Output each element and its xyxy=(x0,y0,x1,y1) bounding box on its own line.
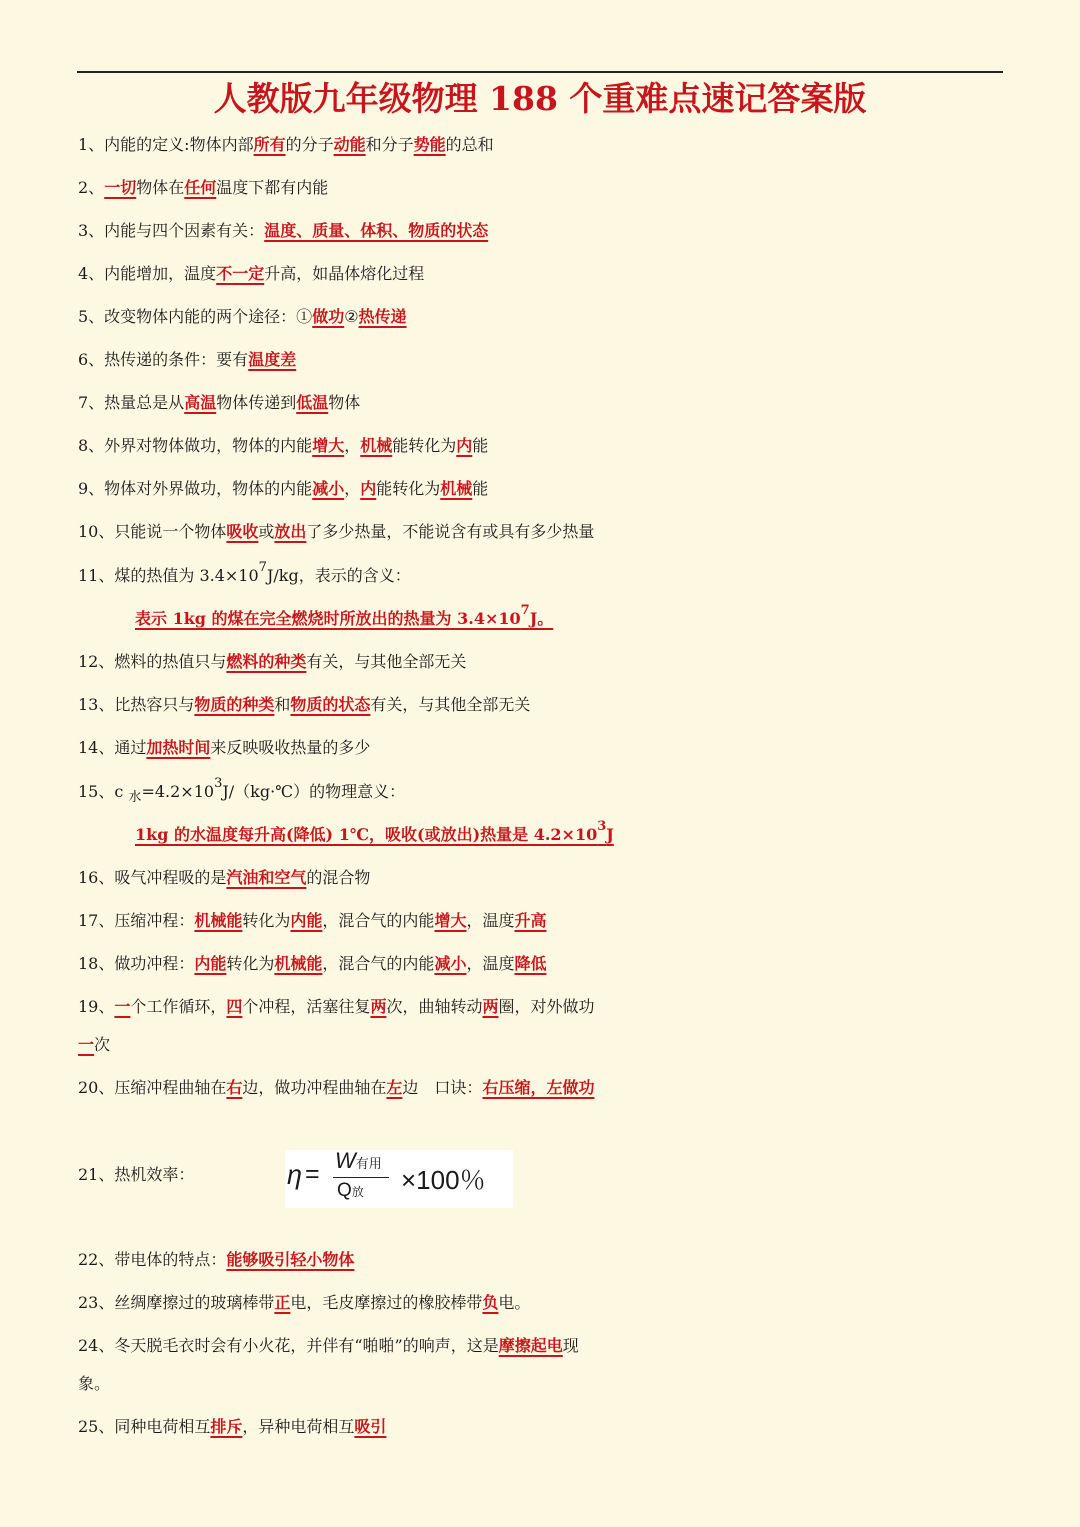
item-9: 9、物体对外界做功，物体的内能减小，内能转化为机械能 xyxy=(78,479,489,498)
fraction-bar xyxy=(333,1177,389,1178)
item-24-cont: 象。 xyxy=(78,1374,111,1393)
item-6: 6、热传递的条件：要有温度差 xyxy=(78,350,297,369)
item-5: 5、改变物体内能的两个途径：①做功②热传递 xyxy=(78,307,407,326)
item-12: 12、燃料的热值只与燃料的种类有关，与其他全部无关 xyxy=(78,652,467,671)
item-23: 23、丝绸摩擦过的玻璃棒带正电，毛皮摩擦过的橡胶棒带负电。 xyxy=(78,1293,531,1312)
eta-symbol: η xyxy=(287,1160,302,1190)
item-22: 22、带电体的特点：能够吸引轻小物体 xyxy=(78,1250,355,1269)
item-13: 13、比热容只与物质的种类和物质的状态有关，与其他全部无关 xyxy=(78,695,531,714)
efficiency-formula xyxy=(285,1150,513,1208)
item-3: 3、内能与四个因素有关：温度、质量、体积、物质的状态 xyxy=(78,221,489,240)
item-1: 1、内能的定义:物体内部所有的分子动能和分子势能的总和 xyxy=(78,135,494,154)
item-25: 25、同种电荷相互排斥，异种电荷相互吸引 xyxy=(78,1417,387,1436)
item-19-cont: 一次 xyxy=(78,1035,111,1054)
item-19: 19、一个工作循环，四个冲程，活塞往复两次，曲轴转动两圈，对外做功 xyxy=(78,997,595,1016)
item-2: 2、一切物体在任何温度下都有内能 xyxy=(78,178,329,197)
item-15: 15、c $_水=4.2\times 10^3J/(kg\cdot℃)$的物理意义： xyxy=(78,776,406,806)
item-14: 14、通过加热时间来反映吸收热量的多少 xyxy=(78,738,371,757)
item-10: 10、只能说一个物体吸收或放出了多少热量，不能说含有或具有多少热量 xyxy=(78,522,595,541)
formula-times-100: ×100％ xyxy=(401,1165,486,1195)
item-21: 21、热机效率： xyxy=(78,1165,195,1184)
top-rule xyxy=(77,71,1003,73)
item-15-answer: 1kg 的水温度每升高(降低) 1℃，吸收(或放出)热量是 $4.2\times 10^3J$ xyxy=(135,819,614,844)
item-16: 16、吸气冲程吸的是汽油和空气的混合物 xyxy=(78,868,371,887)
item-11: 11、煤的热值为 $3.4\times 10^7J/kg$，表示的含义： xyxy=(78,560,411,585)
item-4: 4、内能增加，温度不一定升高，如晶体熔化过程 xyxy=(78,264,425,283)
item-7: 7、热量总是从高温物体传递到低温物体 xyxy=(78,393,361,412)
item-20: 20、压缩冲程曲轴在右边，做功冲程曲轴在左边 口诀：右压缩，左做功 xyxy=(78,1078,595,1097)
item-17: 17、压缩冲程：机械能转化为内能，混合气的内能增大，温度升高 xyxy=(78,911,547,930)
formula-denominator: Q放 xyxy=(337,1180,364,1201)
page-title: 人教版九年级物理 188 个重难点速记答案版 xyxy=(213,79,867,118)
equals-sign: = xyxy=(305,1160,320,1188)
item-24: 24、冬天脱毛衣时会有小火花，并伴有“啪啪”的响声，这是摩擦起电现 xyxy=(78,1336,579,1355)
item-8: 8、外界对物体做功，物体的内能增大，机械能转化为内能 xyxy=(78,436,489,455)
item-18: 18、做功冲程：内能转化为机械能，混合气的内能减小，温度降低 xyxy=(78,954,547,973)
item-11-answer: 表示 1kg 的煤在完全燃烧时所放出的热量为 $3.4\times 10^7J$。 xyxy=(135,603,554,628)
formula-numerator: W有用 xyxy=(335,1148,382,1173)
